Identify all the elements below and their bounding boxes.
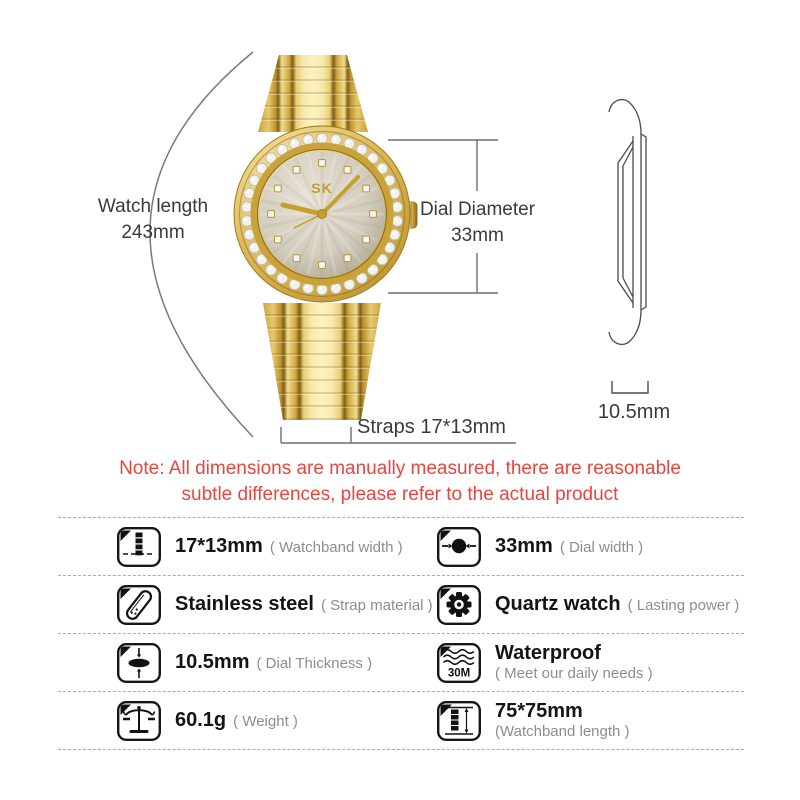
- spec-cell-waterproof: [400, 634, 744, 691]
- note-line-1: Note: All dimensions are manually measured, there are reasonable: [119, 458, 681, 479]
- spec-caption: ( Meet our daily needs ): [495, 665, 653, 683]
- waterproof-depth-badge: 30M: [447, 667, 471, 679]
- dial-brand-logo: SK: [311, 180, 333, 196]
- spec-cell-quartz: [400, 576, 744, 633]
- spec-value: Quartz watch: [495, 593, 621, 615]
- spec-row-1: [58, 518, 744, 576]
- spec-caption: (Watchband length ): [495, 723, 630, 741]
- case-thickness-bracket: [612, 381, 648, 393]
- spec-value: 75*75mm: [495, 699, 583, 722]
- spec-table: [58, 517, 744, 750]
- straps-annotation: Straps 17*13mm: [357, 416, 506, 438]
- dial-thickness-icon: [116, 642, 162, 684]
- spec-caption: ( Strap material ): [320, 597, 433, 614]
- dial-diameter-text: Dial Diameter: [419, 199, 536, 220]
- watch-side-profile-drawing: [609, 100, 646, 345]
- note-line-2: subtle differences, please refer to the actual product: [181, 483, 619, 505]
- watchband-length-icon: [436, 700, 482, 742]
- spec-caption: ( Dial width ): [559, 539, 644, 556]
- strap-material-icon: [116, 584, 162, 626]
- spec-cell-watchband-width: [58, 518, 403, 575]
- spec-row-3: [58, 634, 744, 692]
- dial-width-icon: [436, 526, 482, 568]
- watch-case: [234, 126, 410, 302]
- watch-length-value: 243mm: [121, 221, 185, 243]
- spec-value: 10.5mm: [175, 651, 250, 673]
- weight-scale-icon: [116, 700, 162, 742]
- spec-cell-dial-width: [400, 518, 744, 575]
- watch-length-text: Watch length: [97, 196, 209, 217]
- spec-cell-dial-thickness: [58, 634, 400, 691]
- dial-diameter-value: 33mm: [451, 224, 504, 246]
- spec-caption: ( Weight ): [233, 713, 298, 730]
- measurement-note: [0, 456, 800, 507]
- watch-bracelet-bottom: [254, 303, 392, 420]
- spec-cell-watchband-length: [400, 692, 744, 749]
- spec-caption: ( Watchband width ): [269, 539, 403, 556]
- case-thickness-annotation: 10.5mm: [597, 401, 671, 423]
- spec-row-2: [58, 576, 744, 634]
- watch-length-annotation: [62, 194, 244, 245]
- spec-value: 17*13mm: [175, 535, 263, 557]
- waterproof-icon: [436, 642, 482, 684]
- spec-value: Stainless steel: [175, 593, 314, 615]
- spec-value: 60.1g: [175, 709, 227, 731]
- spec-value: 33mm: [495, 535, 553, 557]
- watch-bracelet-top: [250, 55, 394, 132]
- spec-caption: ( Dial Thickness ): [256, 655, 373, 672]
- watchband-width-icon: [116, 526, 162, 568]
- spec-caption: ( Lasting power ): [627, 597, 740, 614]
- quartz-gear-icon: [436, 584, 482, 626]
- spec-row-4: [58, 692, 744, 750]
- spec-cell-weight: [58, 692, 400, 749]
- spec-cell-strap-material: [58, 576, 433, 633]
- dial-diameter-annotation: [395, 197, 560, 248]
- spec-value: Waterproof: [495, 641, 601, 664]
